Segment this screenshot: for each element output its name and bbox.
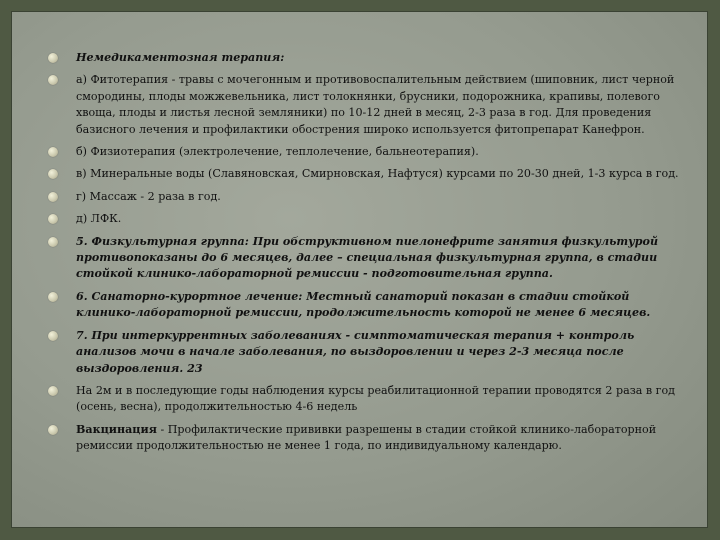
list-item: в) Минеральные воды (Славяновская, Смирновская, Нафтуся) курсами по 20-30 дней, 1-3 курса в год. xyxy=(48,166,688,182)
list-item: 7. При интеркуррентных заболеваниях - симптоматическая терапия + контроль анализов мочи в начале заболевания, по выздоровлении и через 2-3 месяца после выздоровления. 23 xyxy=(48,328,688,377)
bullet-icon xyxy=(48,331,58,341)
bullet-icon xyxy=(48,169,58,179)
bullet-icon xyxy=(48,192,58,202)
content-list xyxy=(48,50,688,461)
bullet-icon xyxy=(48,147,58,157)
bullet-icon xyxy=(48,53,58,63)
list-item: 5. Физкультурная группа: При обструктивном пиелонефрите занятия физкультурой противопоказаны до 6 месяцев, далее – специальная физкультурная группа, в стадии стойкой клинико-лабораторной ремиссии - подготовительная группа. xyxy=(48,234,688,283)
list-item: а) Фитотерапия - травы с мочегонным и противовоспалительным действием (шиповник, лист черной смородины, плоды можжевельника, лист толокнянки, брусники, подорожника, крапивы, полевого хвоща, плоды и листья лесной земляники) по 10-12 дней в месяц, 2-3 раза в год. Для проведения базисного лечения и профилактики обострения широко используется фитопрепарат Канефрон. xyxy=(48,72,688,138)
bullet-icon xyxy=(48,237,58,247)
list-item: г) Массаж - 2 раза в год. xyxy=(48,189,688,205)
list-item: д) ЛФК. xyxy=(48,211,688,227)
list-item: Немедикаментозная терапия: xyxy=(48,50,688,66)
list-item: 6. Санаторно-курортное лечение: Местный санаторий показан в стадии стойкой клинико-лабораторной ремиссии, продолжительность которой не менее 6 месяцев. xyxy=(48,289,688,322)
list-item: Вакцинация - Профилактические прививки разрешены в стадии стойкой клинико-лабораторной ремиссии продолжительностью не менее 1 года, по индивидуальному календарю. xyxy=(48,422,688,455)
list-item: б) Физиотерапия (электролечение, теплолечение, бальнеотерапия). xyxy=(48,144,688,160)
slide xyxy=(11,11,708,528)
bullet-icon xyxy=(48,75,58,85)
bullet-icon xyxy=(48,386,58,396)
bullet-icon xyxy=(48,214,58,224)
bullet-icon xyxy=(48,292,58,302)
bullet-icon xyxy=(48,425,58,435)
list-item: На 2м и в последующие годы наблюдения курсы реабилитационной терапии проводятся 2 раза в год (осень, весна), продолжительностью 4-6 недель xyxy=(48,383,688,416)
